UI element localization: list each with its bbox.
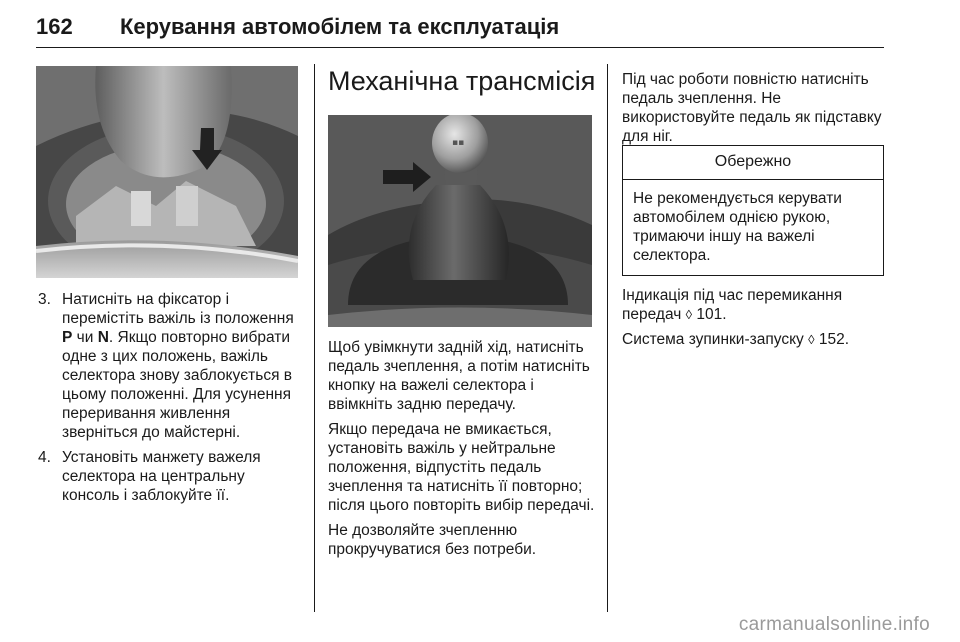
watermark: carmanualsonline.info	[738, 614, 930, 635]
gear-knob-illustration	[328, 115, 592, 327]
chapter-title: Керування автомобілем та експлуатація	[120, 14, 560, 39]
reference-shift-indicator[interactable]: Індикація під час перемикання передач ◊ 101.	[622, 287, 843, 323]
caution-text: Не рекомендується керувати автомобілем однією рукою, тримаючи іншу на важелі селектора.	[633, 190, 842, 264]
reverse-gear-text	[328, 338, 598, 565]
cross-references	[622, 286, 884, 355]
svg-text:▪▪: ▪▪	[452, 138, 465, 148]
position-n-label: N	[97, 329, 109, 346]
caution-box	[622, 145, 884, 276]
paragraph: Під час роботи повністю натисніть педаль зчеплення. Не використовуйте педаль як підставку для ніг.	[622, 71, 882, 145]
paragraph: Якщо передача не вмикається, установіть важіль у нейтральне положення, відпустіть педаль зчеплення та натисніть її повторно; після цього повторіть вибір передачі.	[328, 421, 595, 514]
list-item: 3. Натисніть на фіксатор і перемістіть важіль із положення P чи N. Якщо повторно вибрати одне з цих положень, важіль селектора знову заблокується в цьому положенні. Для усунення переривання живлення зверніться до майстерні.	[38, 291, 294, 441]
caution-title: Обережно	[623, 146, 883, 180]
instruction-steps	[38, 290, 300, 511]
page-reference-icon: ◊	[685, 307, 693, 322]
reference-stop-start[interactable]: Система зупинки-запуску ◊ 152.	[622, 331, 850, 348]
column-divider-1	[314, 64, 315, 612]
page-header	[36, 10, 884, 48]
page-number: 162	[36, 14, 73, 39]
paragraph: Не дозволяйте зчепленню прокручуватися без потреби.	[328, 522, 537, 558]
clutch-text	[622, 70, 882, 152]
column-divider-2	[607, 64, 608, 612]
selector-lever-illustration	[36, 66, 298, 278]
page-reference-icon: ◊	[808, 332, 815, 347]
position-p-label: P	[62, 329, 73, 346]
section-title: Механічна трансмісія	[328, 66, 596, 96]
paragraph: Щоб увімкнути задній хід, натисніть педаль зчеплення, а потім натисніть кнопку на важелі селектора і ввімкніть задню передачу.	[328, 339, 590, 413]
list-item: 4. Установіть манжету важеля селектора на центральну консоль і заблокуйте її.	[38, 449, 261, 504]
